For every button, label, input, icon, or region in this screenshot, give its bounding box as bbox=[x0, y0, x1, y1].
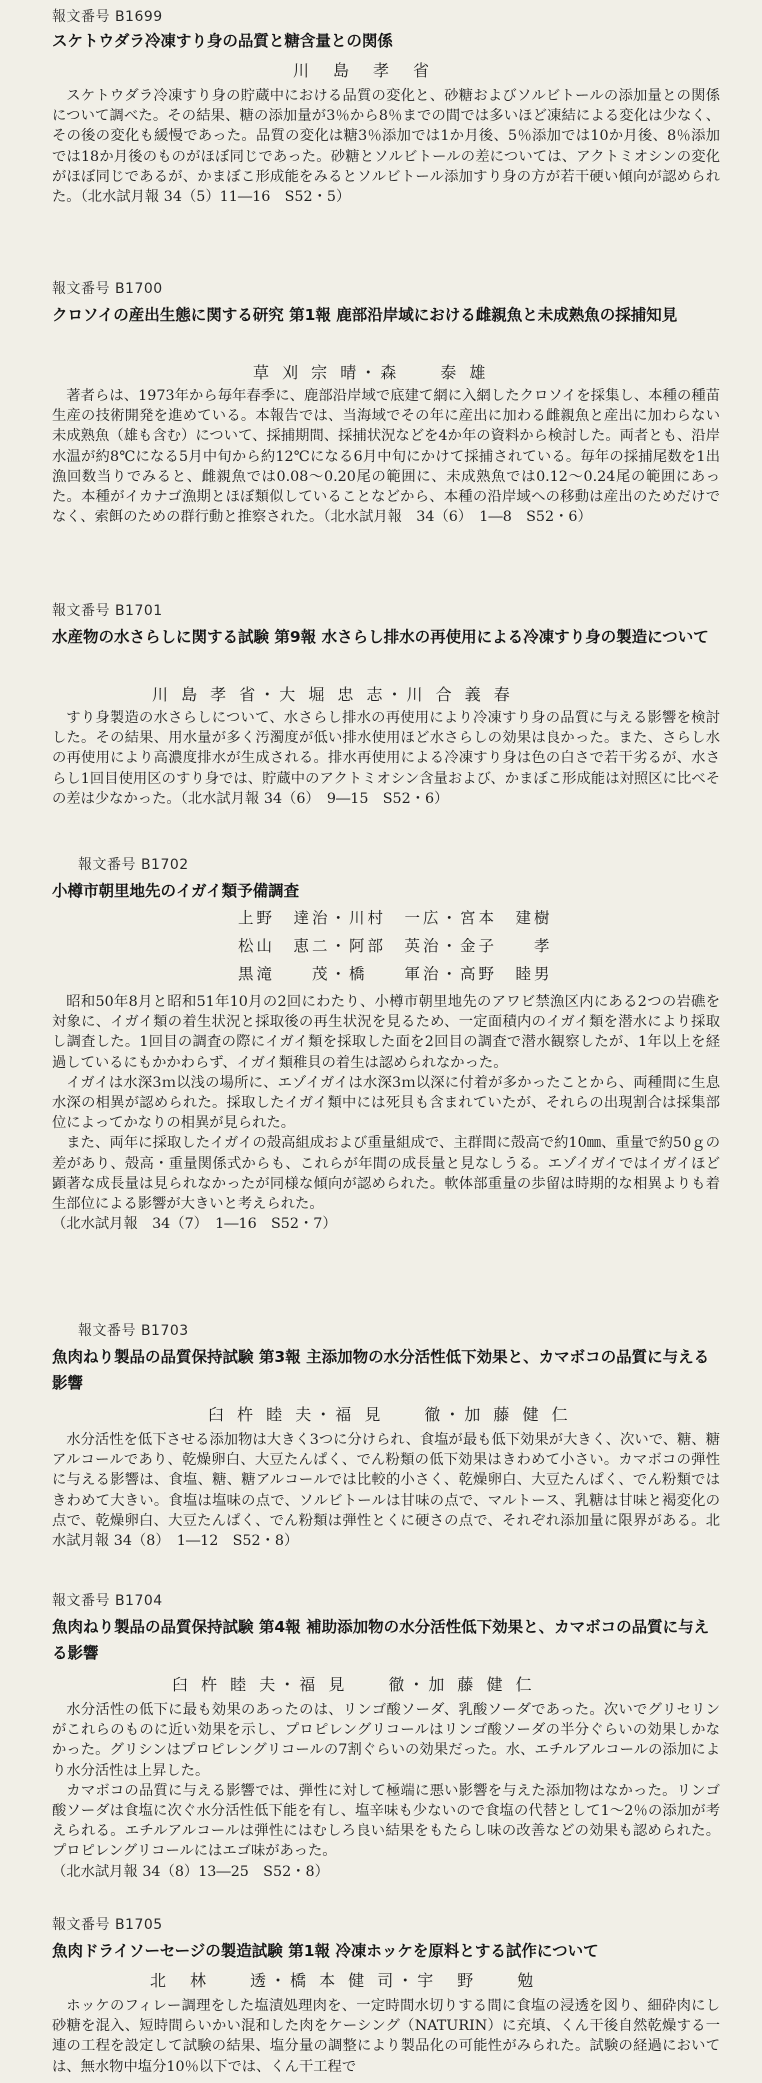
abstract bbox=[52, 708, 720, 809]
abstract-text: 著者らは、1973年から毎年春季に、鹿部沿岸域で底建て網に入網したクロソイを採集し、本種の種苗生産の技術開発を進めている。本報告では、当海域でその年に産出に加わる雌親魚と産出に加わらない未成熟魚（雄も含む）について、採捕期間、採捕状況などを4か年の資料から検討した。両者とも、沿岸水温が約8℃になる5月中旬から約12℃になる6月中旬にかけて採捕されている。毎年の採捕尾数を1出漁回数当りでみると、雌親魚では0.08～0.20尾の範囲に、未成熟魚では0.12～0.24尾の範囲にあった。本種がイカナゴ漁期とほぼ類似していることなどから、本種の沿岸域への移動は産出のためだけでなく、索餌のための群行動と推察された。（北水試月報 34（6） 1―8 S52・6） bbox=[52, 388, 720, 526]
report-id: 報文番号 B1703 bbox=[78, 1323, 189, 1339]
authors: 臼 杵 睦 夫・福 見 徹・加 藤 健 仁 bbox=[172, 1675, 536, 1694]
abstract bbox=[52, 992, 720, 1234]
abstract-paragraph: カマボコの品質に与える影響では、弾性に対して極端に悪い影響を与えた添加物はなかった。リンゴ酸ソーダは食塩に次ぐ水分活性低下能を有し、塩辛味も少ないので食塩の代替として1～2％の添加が考えられる。エチルアルコールは弾性にはむしろ良い結果をもたらし味の改善などの効果も認められた。プロピレングリコールにはエゴ味があった。 bbox=[52, 1782, 720, 1860]
author-line: 黒滝 茂・橋 軍治・高野 睦男 bbox=[238, 965, 553, 983]
authors: 川 島 孝 省 bbox=[293, 61, 434, 80]
report-id: 報文番号 B1699 bbox=[52, 9, 163, 25]
abstract-paragraph: 水分活性の低下に最も効果のあったのは、リンゴ酸ソーダ、乳酸ソーダであった。次いでグリセリンがこれらのものに近い効果を示し、プロピレングリコールはリンゴ酸ソーダの半分ぐらいの効果しかなかった。グリシンはプロピレングリコールの7割ぐらいの効果だった。水、エチルアルコールの添加により水分活性は上昇した。 bbox=[52, 1702, 720, 1779]
authors: 臼 杵 睦 夫・福 見 徹・加 藤 健 仁 bbox=[208, 1405, 572, 1424]
article-title: 小樽市朝里地先のイガイ類予備調査 bbox=[52, 882, 300, 900]
report-id: 報文番号 B1705 bbox=[52, 1917, 163, 1933]
report-id: 報文番号 B1701 bbox=[52, 603, 163, 619]
article-title: 水産物の水さらしに関する試験 第9報 水さらし排水の再使用による冷凍すり身の製造について bbox=[52, 628, 709, 646]
abstract-paragraph: イガイは水深3ｍ以浅の場所に、エゾイガイは水深3ｍ以深に付着が多かったことから、両種間に生息水深の相異が認められた。採取したイガイ類中には死貝も含まれていたが、それらの出現割合は採集部位によってかなりの相異が見られた。 bbox=[52, 1074, 720, 1132]
authors: 川 島 孝 省・大 堀 忠 志・川 合 義 春 bbox=[152, 685, 514, 704]
abstract bbox=[52, 1700, 720, 1882]
abstract-paragraph: 昭和50年8月と昭和51年10月の2回にわたり、小樽市朝里地先のアワビ禁漁区内にある2つの岩礁を対象に、イガイ類の着生状況と採取後の再生状況を見るため、一定面積内のイガイ類を潜水により採取し調査した。1回目の調査の際にイガイ類を採取した面を2回目の調査で潜水観察したが、1年以上を経過しているにもかかわらず、イガイ類稚貝の着生は認められなかった。 bbox=[52, 994, 720, 1071]
article-title: 魚肉ねり製品の品質保持試験 第3報 主添加物の水分活性低下効果と、カマボコの品質に与える影響 bbox=[52, 1348, 710, 1392]
abstract-text: 水分活性を低下させる添加物は大きく3つに分けられ、食塩が最も低下効果が大きく、次いで、糖、糖アルコールであり、乾燥卵白、大豆たんぱく、でん粉類の低下効果はきわめて小さい。カマボコの弾性に与える影響は、食塩、糖、糖アルコールでは比較的小さく、乾燥卵白、大豆たんぱく、でん粉類ではきわめて大きい。食塩は塩味の点で、ソルビトールは甘味の点で、マルトース、乳糖は甘味と褐変化の点で、乾燥卵白、大豆たんぱく、でん粉類は弾性とくに硬さの点で、それぞれ添加量に限界がある。北水試月報 34（8） 1―12 S52・8） bbox=[52, 1432, 720, 1550]
author-line: 松山 恵二・阿部 英治・金子 孝 bbox=[238, 937, 553, 955]
article-title: スケトウダラ冷凍すり身の品質と糖含量との関係 bbox=[52, 32, 393, 50]
authors: 草 刈 宗 晴・森 泰 雄 bbox=[253, 363, 490, 382]
abstract bbox=[52, 1996, 720, 2077]
abstract bbox=[52, 86, 720, 207]
citation: （北水試月報 34（7） 1―16 S52・7） bbox=[52, 1216, 337, 1233]
abstract-paragraph: また、両年に採取したイガイの殻高組成および重量組成で、主群間に殻高で約10㎜、重量で約50ｇの差があり、殻高・重量関係式からも、これらが年間の成長量と見なしうる。エゾイガイではイガイほど顕著な成長量は見られなかったが同様な傾向が認められた。軟体部重量の歩留は時期的な相異よりも着生部位による影響が大きいと考えられた。 bbox=[52, 1135, 720, 1213]
authors: 北 林 透・橋 本 健 司・宇 野 勉 bbox=[150, 1971, 538, 1990]
citation: （北水試月報 34（8）13―25 S52・8） bbox=[52, 1863, 329, 1880]
article-title: クロソイの産出生態に関する研究 第1報 鹿部沿岸域における雌親魚と未成熟魚の採捕知見 bbox=[52, 306, 678, 324]
report-id: 報文番号 B1702 bbox=[78, 857, 189, 873]
article-title: 魚肉ドライソーセージの製造試験 第1報 冷凍ホッケを原料とする試作について bbox=[52, 1942, 599, 1960]
report-id: 報文番号 B1700 bbox=[52, 281, 163, 297]
abstract bbox=[52, 1430, 720, 1551]
abstract-text: スケトウダラ冷凍すり身の貯蔵中における品質の変化と、砂糖およびソルビトールの添加量との関係について調べた。その結果、糖の添加量が3％から8％までの間では多いほど凍結による変化は少なく、その後の変化も緩慢であった。品質の変化は糖3％添加では1か月後、5％添加では10か月後、8％添加では18か月後のものがほぼ同じであった。砂糖とソルビトールの差については、アクトミオシンの変化がほぼ同じであるが、かまぼこ形成能をみるとソルビトール添加すり身の方が若干硬い傾向が認められた。（北水試月報 34（5）11―16 S52・5） bbox=[52, 88, 720, 206]
report-id: 報文番号 B1704 bbox=[52, 1593, 163, 1609]
author-line: 上野 達治・川村 一広・宮本 建樹 bbox=[238, 909, 553, 927]
abstract bbox=[52, 386, 720, 527]
abstract-text: ホッケのフィレー調理をした塩漬処理肉を、一定時間水切りする間に食塩の浸透を図り、細砕肉にし砂糖を混入、短時間らいかい混和した肉をケーシング（NATURIN）に充填、くん干後自然乾燥する一連の工程を設定して試験の結果、塩分量の調整により製品化の可能性がみられた。試験の経過においては、無水物中塩分10％以下では、くん干工程で bbox=[52, 1998, 720, 2075]
abstract-text: すり身製造の水さらしについて、水さらし排水の再使用により冷凍すり身の品質に与える影響を検討した。その結果、用水量が多く汚濁度が低い排水使用ほど水さらしの効果は良かった。また、さらし水の再使用により高濃度排水が生成される。排水再使用による冷凍すり身は色の白さで若干劣るが、水さらし1回目使用区のすり身では、貯蔵中のアクトミオシン含量および、かまぼこ形成能は対照区に比べその差は少なかった。（北水試月報 34（6） 9―15 S52・6） bbox=[52, 710, 720, 807]
article-title: 魚肉ねり製品の品質保持試験 第4報 補助添加物の水分活性低下効果と、カマボコの品質に与える影響 bbox=[52, 1618, 710, 1662]
